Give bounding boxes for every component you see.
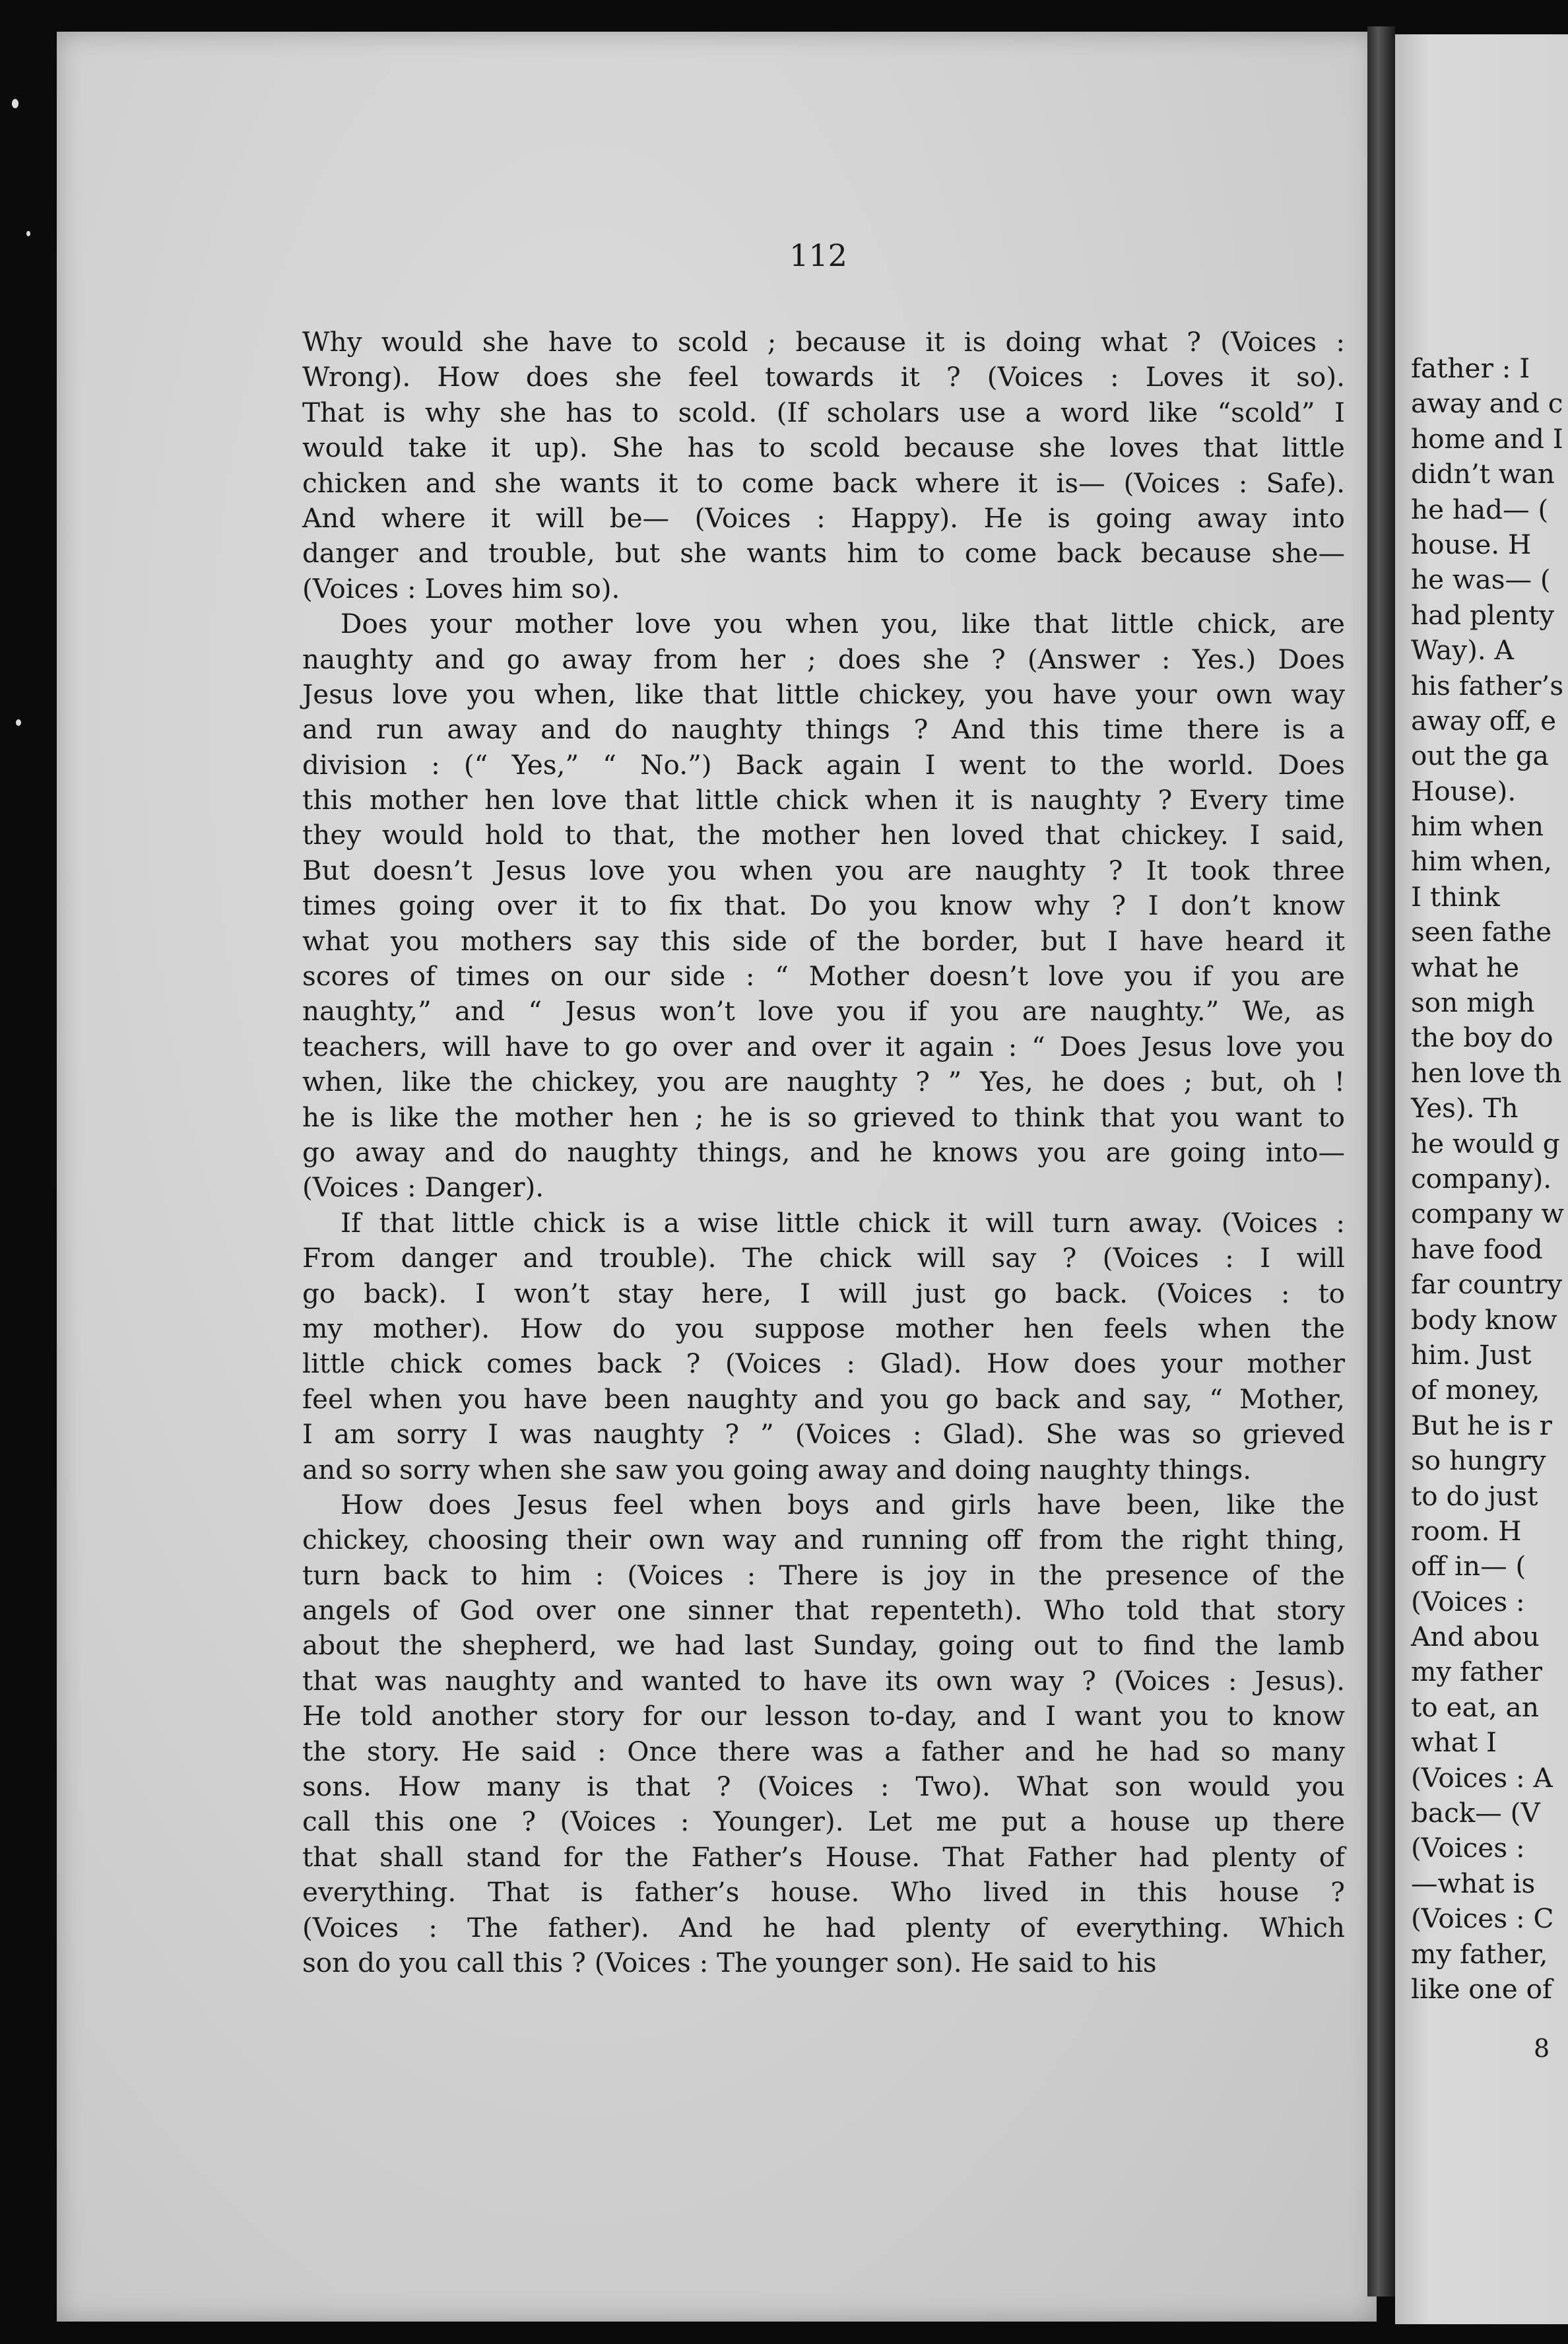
text-line: my father [1411, 1656, 1542, 1688]
book-spine-gutter [1367, 26, 1395, 2296]
book-page-right [1395, 34, 1568, 2324]
text-line: company w [1411, 1198, 1565, 1230]
text-line: (Voices : A [1411, 1761, 1553, 1794]
text-line: And abou [1411, 1621, 1540, 1653]
text-line: his father’s [1411, 669, 1564, 701]
text-line: that was naughty and wanted to have its own way ? (Voices : Jesus). [302, 1664, 1345, 1697]
text-line: seen fathe [1411, 916, 1552, 948]
text-line: (Voices : Danger). [302, 1171, 544, 1204]
text-line: the boy do [1411, 1022, 1553, 1054]
text-line: And where it will be— (Voices : Happy). He is going away into [302, 502, 1345, 534]
text-line: sons. How many is that ? (Voices : Two). What son would you [302, 1771, 1345, 1803]
text-line: didn’t wan [1411, 458, 1555, 490]
text-line: when, like the chickey, you are naughty ? ” Yes, he does ; but, oh ! [302, 1066, 1345, 1098]
film-speck [26, 231, 30, 236]
text-line: back— (V [1411, 1797, 1540, 1829]
text-line: From danger and trouble). The chick will say ? (Voices : I will [302, 1242, 1345, 1274]
text-line: have food [1411, 1233, 1543, 1265]
text-line: to eat, an [1411, 1691, 1539, 1723]
text-line: home and I [1411, 422, 1563, 455]
text-line: (Voices : [1411, 1832, 1525, 1864]
text-line: and run away and do naughty things ? And this time there is a [302, 713, 1345, 746]
text-line: times going over it to fix that. Do you know why ? I don’t know [302, 890, 1345, 922]
text-line: danger and trouble, but she wants him to come back because she— [302, 537, 1345, 570]
text-line: hen love th [1411, 1057, 1562, 1089]
page-body-text [302, 325, 1345, 1980]
text-line: little chick comes back ? (Voices : Glad). How does your mother [302, 1348, 1345, 1380]
text-line: (Voices : Loves him so). [302, 572, 620, 604]
text-line: father : I [1411, 352, 1530, 384]
text-line: chickey, choosing their own way and running off from the right thing, [302, 1524, 1345, 1556]
text-line: naughty,” and “ Jesus won’t love you if you are naughty.” We, as [302, 995, 1345, 1027]
text-line: go away and do naughty things, and he knows you are going into— [302, 1136, 1345, 1168]
film-speck [16, 719, 21, 726]
text-line: Does your mother love you when you, like that little chick, are [341, 608, 1345, 640]
text-line: he is like the mother hen ; he is so grieved to think that you want to [302, 1101, 1345, 1133]
text-line: naughty and go away from her ; does she ? (Answer : Yes.) Does [302, 643, 1345, 675]
text-line: son migh [1411, 987, 1535, 1019]
text-line: he would g [1411, 1127, 1560, 1159]
text-line: of money, [1411, 1374, 1540, 1406]
text-line: —what is [1411, 1867, 1536, 1899]
text-line: Jesus love you when, like that little chickey, you have your own way [302, 678, 1345, 710]
text-line: he was— ( [1411, 564, 1551, 596]
text-line: what you mothers say this side of the border, but I have heard it [302, 925, 1345, 957]
text-line: (Voices : The father). And he had plenty of everything. Which [302, 1911, 1345, 1943]
text-line: out the ga [1411, 740, 1549, 772]
text-line: my father, [1411, 1937, 1548, 1970]
text-line: far country [1411, 1268, 1563, 1301]
text-line: But doesn’t Jesus love you when you are naughty ? It took three [302, 854, 1345, 886]
text-line: I think [1411, 880, 1500, 913]
text-line: chicken and she wants it to come back where it is— (Voices : Safe). [302, 467, 1345, 499]
film-speck [12, 99, 18, 108]
text-line: him when, [1411, 845, 1552, 878]
text-line: away and c [1411, 387, 1563, 420]
text-line: would take it up). She has to scold because she loves that little [302, 432, 1345, 464]
text-line: (Voices : [1411, 1585, 1525, 1617]
text-line: I am sorry I was naughty ? ” (Voices : Glad). She was so grieved [302, 1418, 1345, 1450]
right-page-signature-mark: 8 [1534, 2034, 1550, 2063]
text-line: him when [1411, 810, 1544, 843]
text-line: my mother). How do you suppose mother hen feels when the [302, 1312, 1345, 1344]
text-line: off in— ( [1411, 1550, 1526, 1582]
text-line: everything. That is father’s house. Who lived in this house ? [302, 1876, 1345, 1908]
text-line: he had— ( [1411, 493, 1549, 525]
text-line: so hungry [1411, 1445, 1546, 1477]
text-line: to do just [1411, 1480, 1538, 1512]
text-line: about the shepherd, we had last Sunday, going out to find the lamb [302, 1629, 1345, 1662]
text-line: this mother hen love that little chick when it is naughty ? Every time [302, 784, 1345, 816]
text-line: Why would she have to scold ; because it is doing what ? (Voices : [302, 326, 1345, 358]
text-line: feel when you have been naughty and you go back and say, “ Mother, [302, 1383, 1345, 1415]
text-line: house. H [1411, 528, 1532, 560]
text-line: angels of God over one sinner that repenteth). Who told that story [302, 1594, 1345, 1627]
page-number: 112 [789, 238, 847, 273]
text-line: room. H [1411, 1514, 1522, 1547]
text-line: division : (“ Yes,” “ No.”) Back again I went to the world. Does [302, 748, 1345, 781]
text-line: That is why she has to scold. (If scholars use a word like “scold” I [302, 396, 1345, 428]
right-page-text-fragment [1411, 351, 1568, 2007]
text-line: go back). I won’t stay here, I will just go back. (Voices : to [302, 1277, 1345, 1309]
text-line: they would hold to that, the mother hen loved that chickey. I said, [302, 819, 1345, 851]
text-line: If that little chick is a wise little chick it will turn away. (Voices : [341, 1206, 1345, 1239]
text-line: call this one ? (Voices : Younger). Let me put a house up there [302, 1806, 1345, 1838]
text-line: Yes). Th [1411, 1092, 1519, 1124]
text-line: what he [1411, 951, 1520, 983]
text-line: Wrong). How does she feel towards it ? (Voices : Loves it so). [302, 361, 1345, 393]
text-line: the story. He said : Once there was a father and he had so many [302, 1735, 1345, 1767]
text-line: Way). A [1411, 634, 1514, 667]
text-line: like one of [1411, 1972, 1552, 2005]
text-line: House). [1411, 775, 1517, 807]
text-line: away off, e [1411, 704, 1557, 736]
text-line: scores of times on our side : “ Mother doesn’t love you if you are [302, 960, 1345, 993]
text-line: son do you call this ? (Voices : The younger son). He said to his [302, 1946, 1157, 1978]
text-line: How does Jesus feel when boys and girls have been, like the [341, 1488, 1345, 1520]
text-line: what I [1411, 1726, 1497, 1759]
text-line: (Voices : C [1411, 1903, 1554, 1935]
text-line: that shall stand for the Father’s House. That Father had plenty of [302, 1840, 1345, 1873]
text-line: him. Just [1411, 1338, 1532, 1371]
text-line: turn back to him : (Voices : There is joy in the presence of the [302, 1559, 1345, 1591]
text-line: had plenty [1411, 599, 1555, 631]
text-line: teachers, will have to go over and over it again : “ Does Jesus love you [302, 1030, 1345, 1062]
text-line: But he is r [1411, 1409, 1552, 1441]
text-line: body know [1411, 1303, 1557, 1336]
text-line: company). [1411, 1162, 1552, 1194]
text-line: He told another story for our lesson to-day, and I want you to know [302, 1700, 1345, 1732]
text-line: and so sorry when she saw you going away and doing naughty things. [302, 1453, 1252, 1485]
